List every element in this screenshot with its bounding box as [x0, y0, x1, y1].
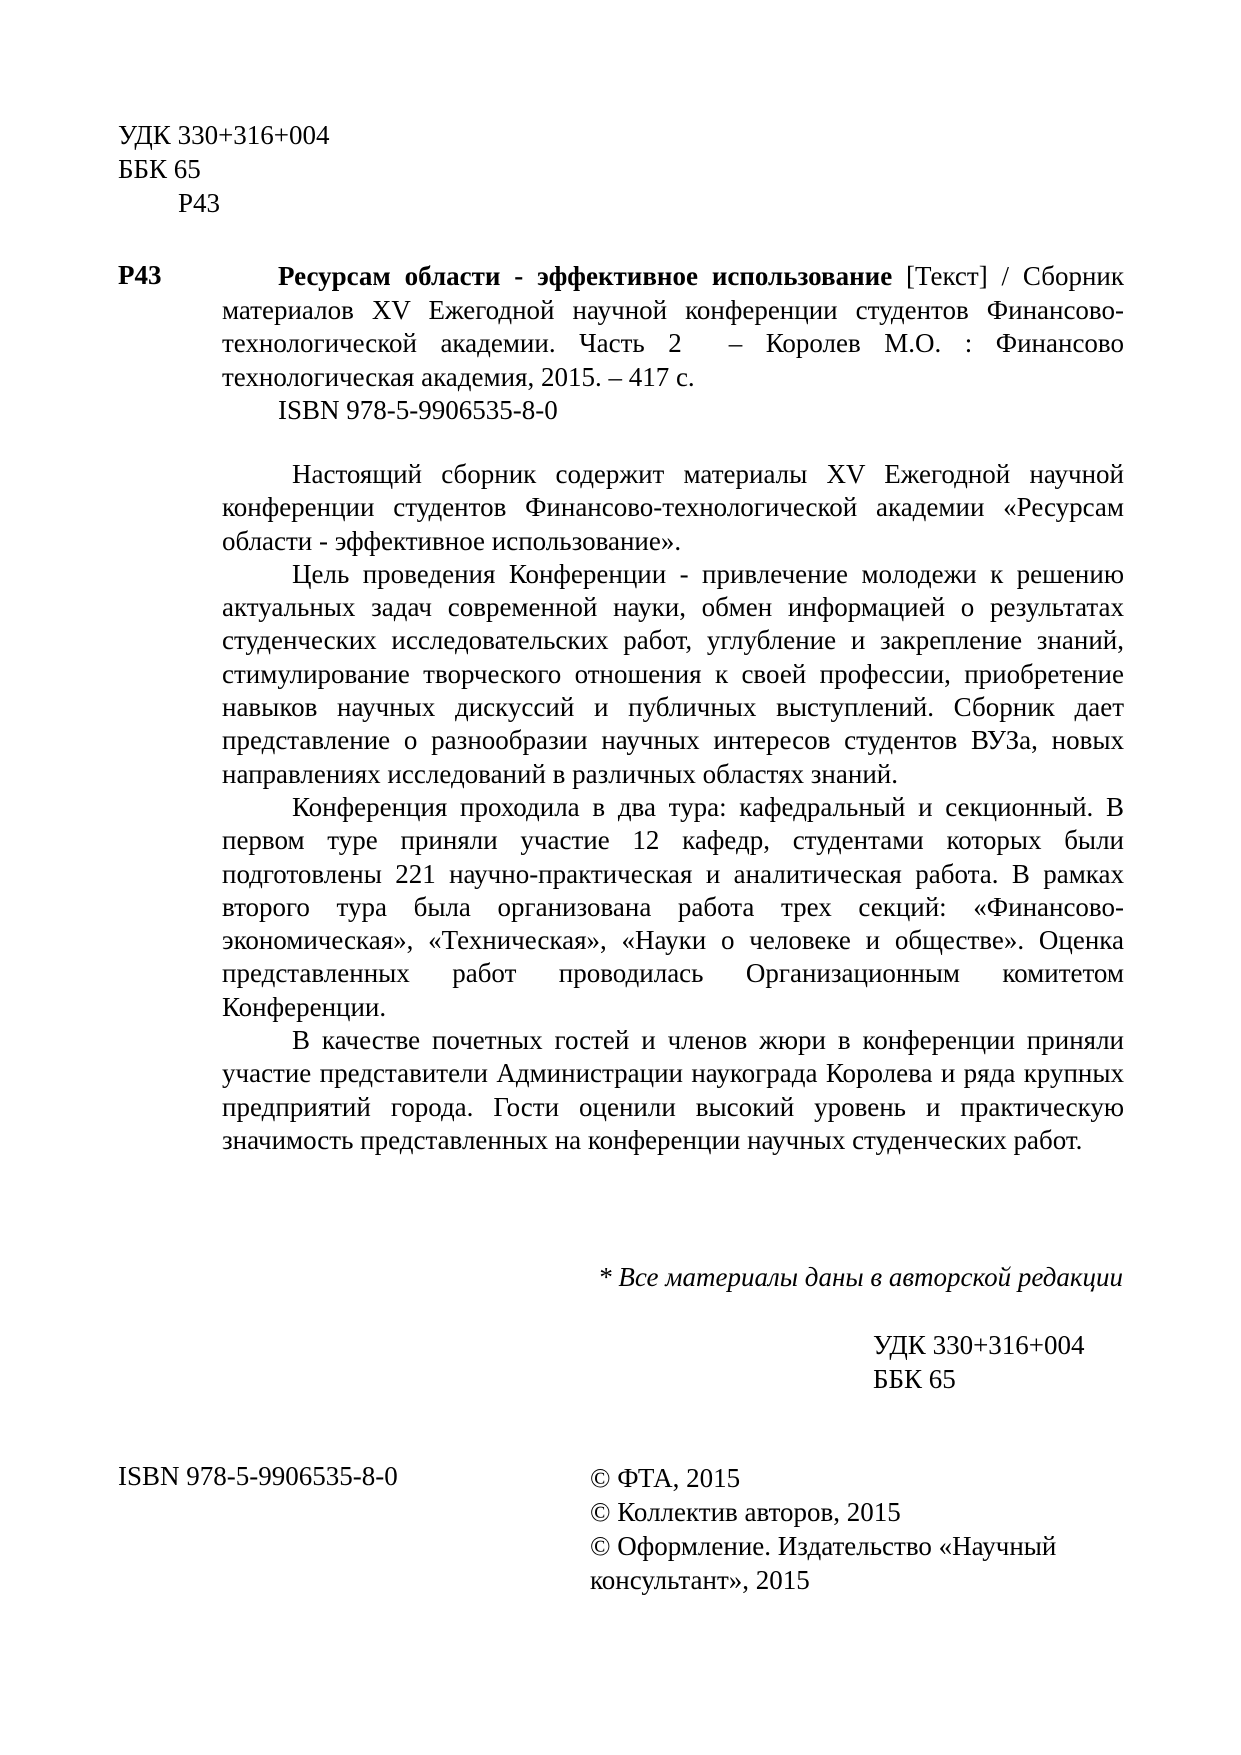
- classification-block-right: [873, 1328, 1085, 1396]
- footer-isbn: ISBN 978-5-9906535-8-0: [118, 1461, 398, 1491]
- udk-code: УДК 330+316+004: [118, 120, 330, 150]
- annotation-paragraph: Конференция проходила в два тура: кафедральный и секционный. В первом туре приняли участие 12 кафедр, студентами которых были подготовлены 221 научно-практическая и аналитическая работа. В рамках второго тура была организована работа трех секций: «Финансово-экономическая», «Техническая», «Науки о человеке и обществе». Оценка представленных работ проводилась Организационным комитетом Конференции.: [222, 791, 1124, 1022]
- classification-block: [118, 118, 330, 220]
- record-title: Ресурсам области - эффективное использование: [278, 261, 893, 291]
- copyright-line: © Оформление. Издательство «Научный консультант», 2015: [590, 1531, 1057, 1595]
- bibliographic-record: [222, 260, 1124, 428]
- udk-code-right: УДК 330+316+004: [873, 1330, 1085, 1360]
- author-mark: Р43: [178, 188, 221, 218]
- bbk-code-right: ББК 65: [873, 1364, 956, 1394]
- record-author-mark: Р43: [118, 260, 162, 290]
- copyright-line: © Коллектив авторов, 2015: [590, 1497, 901, 1527]
- bbk-code: ББК 65: [118, 154, 201, 184]
- annotation: [222, 458, 1124, 1157]
- editorial-note: * Все материалы даны в авторской редакции: [598, 1262, 1123, 1292]
- copyright-line: © ФТА, 2015: [590, 1463, 741, 1493]
- record-isbn: ISBN 978-5-9906535-8-0: [278, 395, 558, 425]
- copyright-block: [590, 1461, 1130, 1597]
- annotation-paragraph: Цель проведения Конференции - привлечение молодежи к решению актуальных задач современной науки, обмен информацией о результатах студенческих исследовательских работ, углубление и закрепление знаний, стимулирование творческого отношения к своей профессии, приобретение навыков научных дискуссий и публичных выступлений. Сборник дает представление о разнообразии научных интересов студентов ВУЗа, новых направлениях исследований в различных областях знаний.: [222, 558, 1124, 789]
- annotation-paragraph: В качестве почетных гостей и членов жюри в конференции приняли участие представители Администрации наукограда Королева и ряда крупных предприятий города. Гости оценили высокий уровень и практическую значимость представленных на конференции научных студенческих работ.: [222, 1025, 1124, 1155]
- annotation-paragraph: Настоящий сборник содержит материалы XV Ежегодной научной конференции студентов Финансово-технологической академии «Ресурсам области - эффективное использование».: [222, 459, 1124, 556]
- record-description: [222, 260, 1124, 394]
- record-details: [Текст] / Сборник материалов XV Ежегодной научной конференции студентов Финансово-технологической академии. Часть 2 – Королев М.О. : Финансово технологическая академия, 2015. – 417 с.: [222, 261, 1124, 392]
